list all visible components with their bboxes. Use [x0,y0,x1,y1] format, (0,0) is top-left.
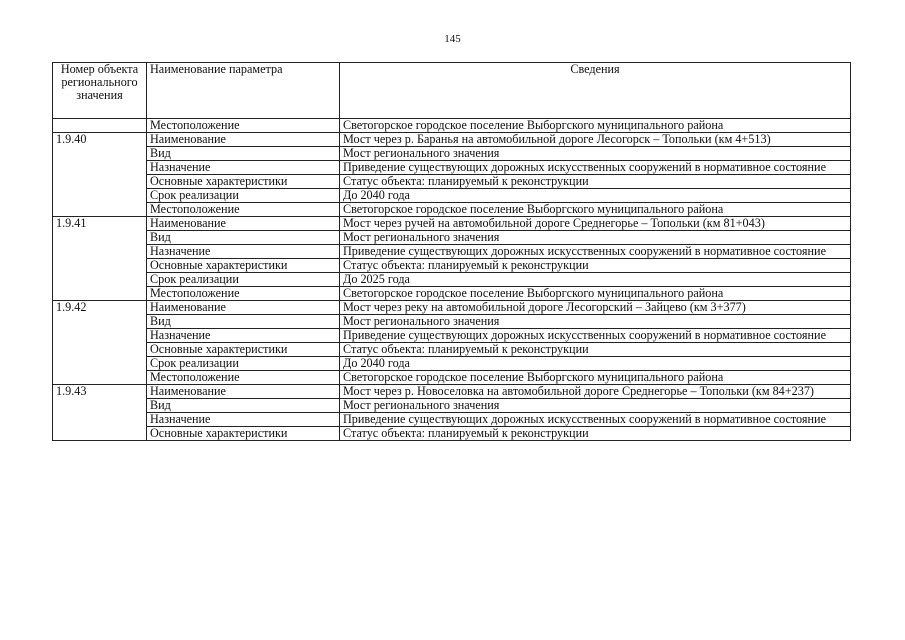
table-row [53,427,851,441]
value-cell: Мост регионального значения [340,399,851,413]
table-row [53,273,851,287]
value-cell: Приведение существующих дорожных искусственных сооружений в нормативное состояние [340,413,851,427]
parameter-cell: Наименование [147,133,340,147]
table-row [53,231,851,245]
parameter-cell: Основные характеристики [147,427,340,441]
objects-table [52,62,851,441]
value-cell: Светогорское городское поселение Выборгского муниципального района [340,371,851,385]
table-body [53,119,851,441]
parameter-cell: Назначение [147,413,340,427]
parameter-cell: Наименование [147,217,340,231]
object-number-cell: 1.9.43 [53,385,147,441]
value-cell: Светогорское городское поселение Выборгского муниципального района [340,287,851,301]
value-cell: Мост через реку на автомобильной дороге Лесогорский – Зайцево (км 3+377) [340,301,851,315]
table-row [53,385,851,399]
table-row [53,189,851,203]
object-number-cell: 1.9.41 [53,217,147,301]
table-row [53,203,851,217]
table-row [53,399,851,413]
page-number: 145 [444,33,461,45]
parameter-cell: Местоположение [147,203,340,217]
table-row [53,147,851,161]
table-row [53,259,851,273]
value-cell: Светогорское городское поселение Выборгского муниципального района [340,119,851,133]
value-cell: Светогорское городское поселение Выборгского муниципального района [340,203,851,217]
table-row [53,175,851,189]
table-header-row [53,63,851,119]
value-cell: Приведение существующих дорожных искусственных сооружений в нормативное состояние [340,161,851,175]
table-row [53,287,851,301]
value-cell: Мост через р. Баранья на автомобильной дороге Лесогорск – Топольки (км 4+513) [340,133,851,147]
value-cell: Мост через р. Новоселовка на автомобильной дороге Среднегорье – Топольки (км 84+237) [340,385,851,399]
object-number-cell: 1.9.40 [53,133,147,217]
value-cell: Статус объекта: планируемый к реконструкции [340,259,851,273]
header-object-number: Номер объекта регионального значения [53,63,147,119]
parameter-cell: Назначение [147,329,340,343]
value-cell: Статус объекта: планируемый к реконструкции [340,343,851,357]
value-cell: До 2040 года [340,189,851,203]
value-cell: Мост регионального значения [340,147,851,161]
value-cell: Статус объекта: планируемый к реконструкции [340,427,851,441]
table-row [53,357,851,371]
value-cell: Приведение существующих дорожных искусственных сооружений в нормативное состояние [340,329,851,343]
table-row [53,217,851,231]
parameter-cell: Основные характеристики [147,259,340,273]
table-row [53,133,851,147]
table-row [53,245,851,259]
value-cell: Мост регионального значения [340,231,851,245]
parameter-cell: Срок реализации [147,357,340,371]
header-details: Сведения [340,63,851,119]
parameter-cell: Основные характеристики [147,175,340,189]
table-row [53,315,851,329]
object-number-cell [53,119,147,133]
value-cell: Приведение существующих дорожных искусственных сооружений в нормативное состояние [340,245,851,259]
table-row [53,413,851,427]
parameter-cell: Вид [147,399,340,413]
parameter-cell: Назначение [147,245,340,259]
parameter-cell: Наименование [147,385,340,399]
table-row [53,329,851,343]
parameter-cell: Срок реализации [147,273,340,287]
value-cell: До 2040 года [340,357,851,371]
value-cell: Статус объекта: планируемый к реконструкции [340,175,851,189]
parameter-cell: Местоположение [147,119,340,133]
table-row [53,119,851,133]
table-row [53,301,851,315]
parameter-cell: Местоположение [147,371,340,385]
parameter-cell: Местоположение [147,287,340,301]
parameter-cell: Вид [147,315,340,329]
header-parameter: Наименование параметра [147,63,340,119]
parameter-cell: Вид [147,147,340,161]
value-cell: Мост регионального значения [340,315,851,329]
value-cell: Мост через ручей на автомобильной дороге Среднегорье – Топольки (км 81+043) [340,217,851,231]
table-row [53,371,851,385]
table-row [53,343,851,357]
parameter-cell: Срок реализации [147,189,340,203]
parameter-cell: Вид [147,231,340,245]
value-cell: До 2025 года [340,273,851,287]
parameter-cell: Основные характеристики [147,343,340,357]
table-row [53,161,851,175]
parameter-cell: Назначение [147,161,340,175]
object-number-cell: 1.9.42 [53,301,147,385]
parameter-cell: Наименование [147,301,340,315]
